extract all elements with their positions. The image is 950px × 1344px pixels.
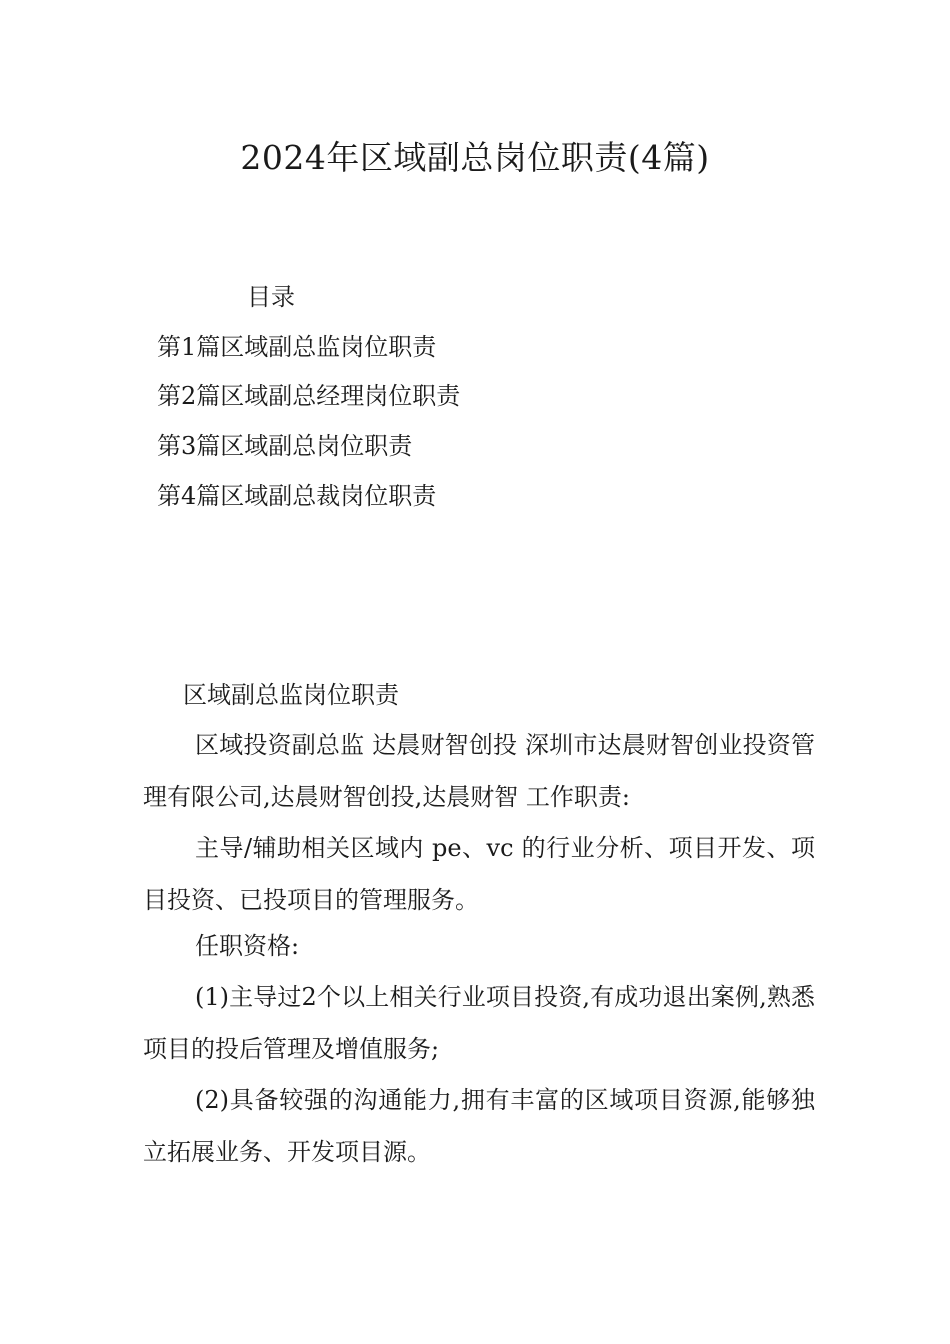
body-paragraph: 区域投资副总监 达晨财智创投 深圳市达晨财智创业投资管理有限公司,达晨财智创投,达晨财智 工作职责:: [143, 731, 815, 811]
body-paragraph: 任职资格:: [195, 932, 300, 960]
body-paragraph: 主导/辅助相关区域内 pe、vc 的行业分析、项目开发、项目投资、已投项目的管理服务。: [143, 834, 815, 914]
document-title: 2024年区域副总岗位职责(4篇): [240, 138, 710, 177]
section-heading: 区域副总监岗位职责: [183, 681, 399, 709]
toc-item: 第2篇区域副总经理岗位职责: [157, 382, 461, 410]
toc-item: 第4篇区域副总裁岗位职责: [157, 482, 437, 510]
body-paragraph: (1)主导过2个以上相关行业项目投资,有成功退出案例,熟悉项目的投后管理及增值服务;: [143, 983, 815, 1063]
body-paragraph: (2)具备较强的沟通能力,拥有丰富的区域项目资源,能够独立拓展业务、开发项目源。: [143, 1086, 815, 1166]
toc-heading: 目录: [247, 283, 295, 311]
toc-item: 第3篇区域副总岗位职责: [157, 432, 413, 460]
toc-item: 第1篇区域副总监岗位职责: [157, 333, 437, 361]
